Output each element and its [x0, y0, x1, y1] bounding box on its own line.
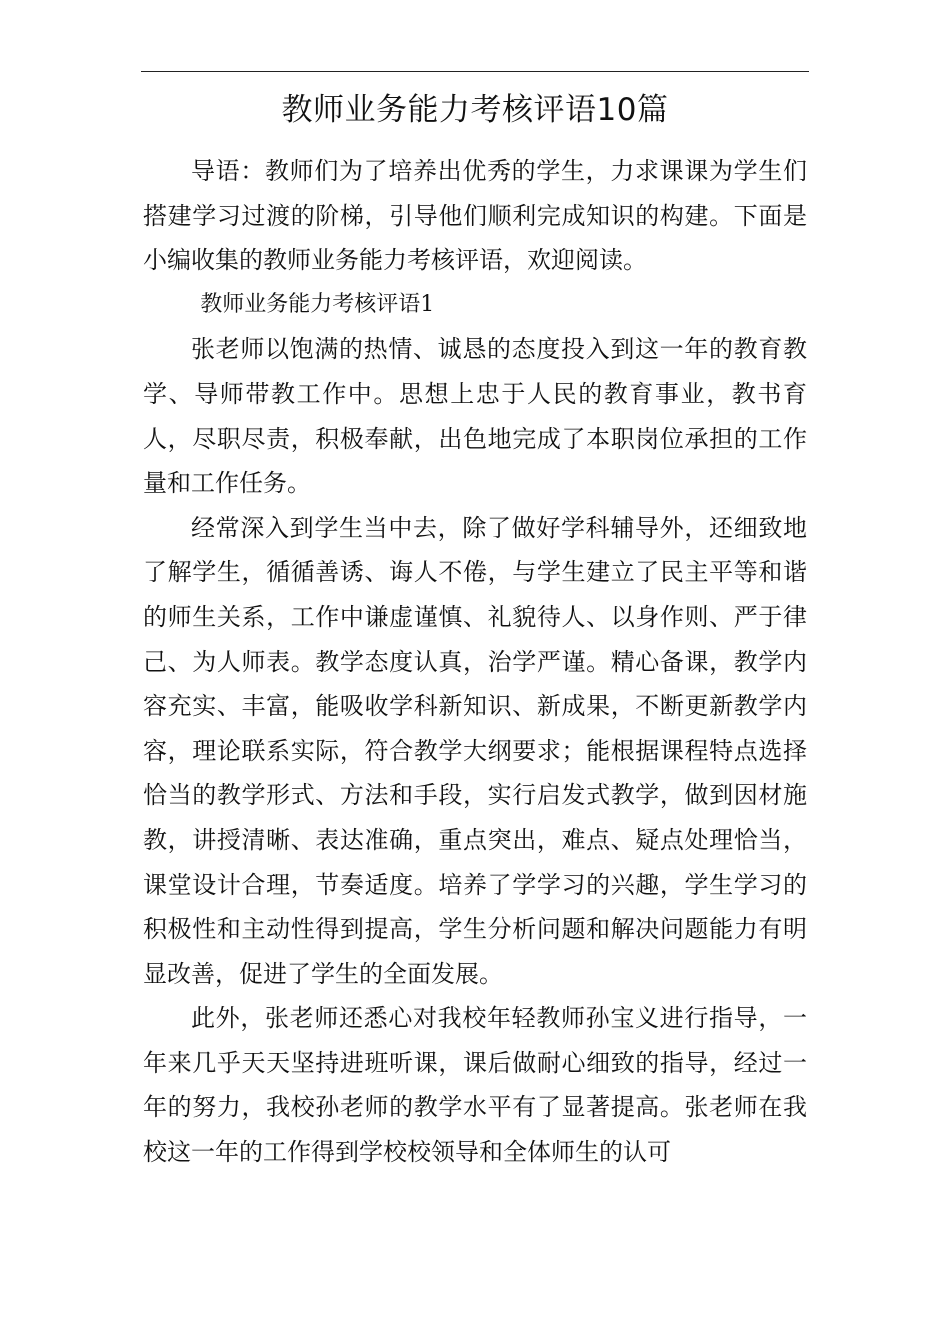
header-rule	[141, 71, 809, 72]
body-paragraph: 张老师以饱满的热情、诚恳的态度投入到这一年的教育教学、导师带教工作中。思想上忠于人民的教育事业，教书育人，尽职尽责，积极奉献，出色地完成了本职岗位承担的工作量和工作任务。	[143, 335, 807, 498]
body-paragraph: 此外，张老师还悉心对我校年轻教师孙宝义进行指导，一年来几乎天天坚持进班听课，课后做耐心细致的指导，经过一年的努力，我校孙老师的教学水平有了显著提高。张老师在我校这一年的工作得到学校校领导和全体师生的认可	[143, 1004, 807, 1167]
document-title: 教师业务能力考核评语10篇	[281, 92, 669, 128]
intro-paragraph: 导语：教师们为了培养出优秀的学生，力求课课为学生们搭建学习过渡的阶梯，引导他们顺利完成知识的构建。下面是小编收集的教师业务能力考核评语，欢迎阅读。	[143, 157, 807, 275]
section-heading: 教师业务能力考核评语1	[200, 291, 435, 317]
document-body	[143, 149, 807, 1175]
body-paragraph: 经常深入到学生当中去，除了做好学科辅导外，还细致地了解学生，循循善诱、诲人不倦，与学生建立了民主平等和谐的师生关系，工作中谦虚谨慎、礼貌待人、以身作则、严于律己、为人师表。教学态度认真，治学严谨。精心备课，教学内容充实、丰富，能吸收学科新知识、新成果，不断更新教学内容，理论联系实际，符合教学大纲要求；能根据课程特点选择恰当的教学形式、方法和手段，实行启发式教学，做到因材施教，讲授清晰、表达准确，重点突出，难点、疑点处理恰当，课堂设计合理，节奏适度。培养了学学习的兴趣，学生学习的积极性和主动性得到提高，学生分析问题和解决问题能力有明显改善，促进了学生的全面发展。	[143, 513, 807, 988]
